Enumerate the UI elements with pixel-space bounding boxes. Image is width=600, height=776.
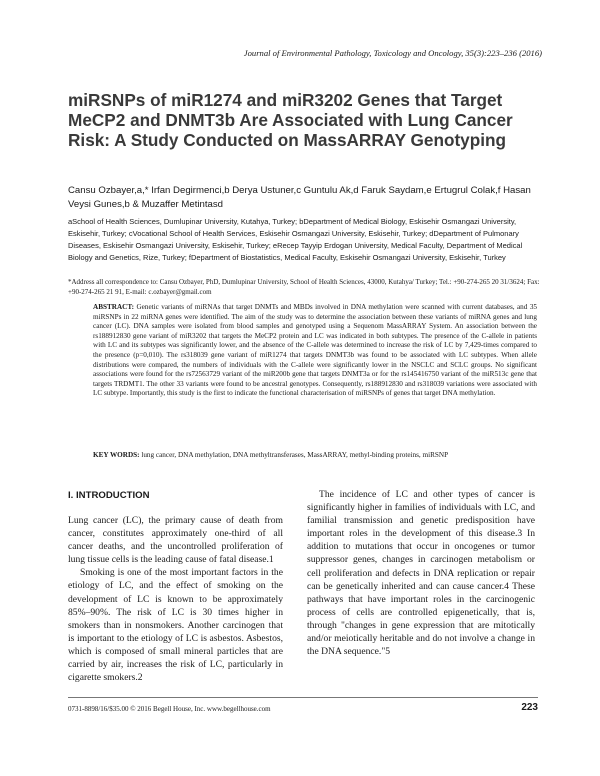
paragraph: The incidence of LC and other types of cancer is significantly higher in families of individuals with LC, and familial transmission and genetic predisposition have important roles in the development of this disease.3 In addition to mutations that occur in oncogenes or tumor suppressor genes, changes in carcinogen metabolism or cell proliferation and defects in DNA replication or repair can be genetically inherited and can cause cancer.4 These pathways that have important roles in the carcinogenic process of cells are controlled epigenetically, that is, through "changes in gene expression that are mitotically and/or meiotically heritable and do not involve a change in the DNA sequence."5 <box>307 489 535 658</box>
paragraph: Lung cancer (LC), the primary cause of death from cancer, constitutes approximately one-third of all cancer deaths, and the uncontrolled proliferation of lung tissue cells is the leading cause of fatal disease.1 <box>68 515 283 566</box>
keywords <box>93 451 537 461</box>
correspondence-note: *Address all correspondence to: Cansu Ozbayer, PhD, Dumlupinar University, School of Health Sciences, 43000, Kutahya/ Turkey; Tel.: +90-274-265 20 31/3624; Fax: +90-274-265 21 91, E-mail: c.ozbayer@gmail.com <box>68 278 540 296</box>
page-number: 223 <box>521 702 538 713</box>
right-text-column <box>307 488 535 658</box>
footer-copyright: 0731-8898/16/$35.00 © 2016 Begell House, Inc. www.begellhouse.com <box>68 705 271 713</box>
affiliations: aSchool of Health Sciences, Dumlupinar University, Kutahya, Turkey; bDepartment of Medical Biology, Eskisehir Osmangazi University, Eskisehir, Turkey; cVocational School of Health Services, Eskisehir Osmangazi University, Eskisehir, Turkey; dDepartment of Pulmonary Diseases, Eskisehir Osmangazi University, Eskisehir, Turkey; eRecep Tayyip Erdogan University, Medical Faculty, Department of Medical Biology and Genetics, Rize, Turkey; fDepartment of Biostatistics, Medical Faculty, Eskisehir Osmangazi University, Eskisehir, Turkey <box>68 217 523 262</box>
abstract-text: Genetic variants of miRNAs that target DNMTs and MBDs involved in DNA methylation were scanned with current databases, and 35 miRSNPs in 22 miRNA genes were identified. The aim of the study was to determine the association between these variants of miRNA genes and lung cancer (LC). DNA samples were isolated from blood samples and genotyped using a Sequenom MassARRAY System. An association between the rs188912830 gene variant of miR3202 that targets the MeCP2 protein and LC was indicated in both subtypes. The presence of the C-allele in patients with LC and its subtypes was significantly lower, and the absence of the C-allele was determined to increase the risk of LC by 7,429-times compared to the presence (p=0,010). The rs318039 gene variant of miR1274 that targets DNMT3b was found to be associated with LC subtypes. When allele distributions were compared, the numbers of individuals with the C-allele were significantly lower in the NSCLC and SCLC groups. No significant associations were found for the rs72563729 variant of the miR200b gene that targets DNMT3a or for the rs145416750 variant of the miR513c gene that targets TRDMT1. The other 33 variants were found to be ancestral genotypes. Consequently, rs188912830 and rs318039 variations were associated with LC subtype. Importantly, this study is the first to indicate the functional characterisation of miRSNPs of genes that target DNA methylation. <box>93 303 538 398</box>
abstract-label: ABSTRACT: <box>93 303 135 311</box>
left-text-column <box>68 514 283 684</box>
section-heading-introduction: I. INTRODUCTION <box>68 490 150 501</box>
paragraph: Smoking is one of the most important factors in the etiology of LC, and the effect of smoking on the development of LC is known to be approximately 85%–90%. The risk of LC is 30 times higher in smokers than in nonsmokers. Another carcinogen that is important to the etiology of LC is asbestos. Asbestos, which is composed of small mineral particles that are carried by air, increases the risk of LC, particularly in cigarette smokers.2 <box>68 567 283 684</box>
abstract <box>93 303 537 399</box>
journal-citation: Journal of Environmental Pathology, Toxicology and Oncology, 35(3):223–236 (2016) <box>243 48 542 58</box>
keywords-label: KEY WORDS: <box>93 451 140 459</box>
article-title: miRSNPs of miR1274 and miR3202 Genes that Target MeCP2 and DNMT3b Are Associated with Lung Cancer Risk: A Study Conducted on MassARRAY Genotyping <box>68 90 513 150</box>
author-list: Cansu Ozbayer,a,* Irfan Degirmenci,b Derya Ustuner,c Guntulu Ak,d Faruk Saydam,e Ertugrul Colak,f Hasan Veysi Gunes,b & Muzaffer Metintasd <box>68 185 531 210</box>
keywords-text: lung cancer, DNA methylation, DNA methyltransferases, MassARRAY, methyl-binding proteins, miRSNP <box>141 451 449 459</box>
footer-rule <box>68 697 538 698</box>
